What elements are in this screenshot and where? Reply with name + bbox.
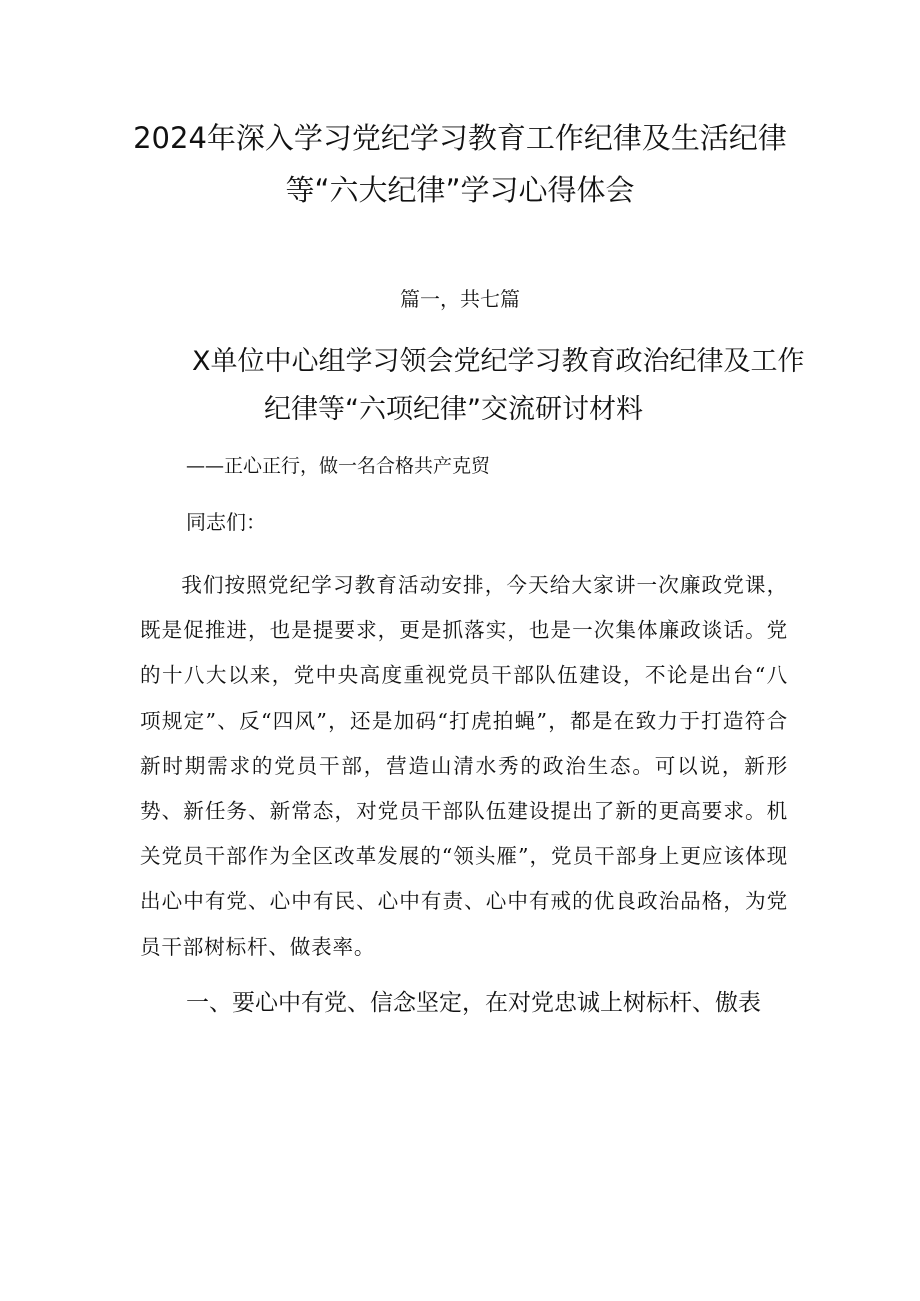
salutation: 同志们：: [186, 510, 266, 534]
document-title-line-1: 2024年深入学习党纪学习教育工作纪律及生活纪律: [133, 121, 787, 155]
section-subtitle-line-2: 纪律等“六项纪律”交流研讨材料: [264, 394, 643, 425]
document-title-line-2: 等“六大纪律”学习心得体会: [285, 173, 635, 207]
section-heading: 一、要心中有党、信念坚定，在对党忠诚上树标杆、傲表: [186, 990, 761, 1016]
body-paragraph: 我们按照党纪学习教育活动安排，今天给大家讲一次廉政党课，既是促推进，也是提要求，更是抓落实，也是一次集体廉政谈话。党的十八大以来，党中央高度重视党员干部队伍建设，不论是出台“八项规定”、反“四风”，还是加码“打虎拍蝇”，都是在致力于打造符合新时期需求的党员干部，营造山清水秀的政治生态。可以说，新形势、新任务、新常态，对党员干部队伍建设提出了新的更高要求。机关党员干部作为全区改革发展的“领头雁”，党员干部身上更应该体现出心中有党、心中有民、心中有责、心中有戒的优良政治品格，为党员干部树标杆、做表率。: [140, 573, 788, 959]
section-subtitle: [140, 338, 810, 434]
section-subtitle-line-1: X单位中心组学习领会党纪学习教育政治纪律及工作: [192, 346, 805, 377]
document-title: [100, 112, 820, 216]
part-label: 篇一，共七篇: [400, 287, 520, 311]
byline: ——正心正行，做一名合格共产克贸: [186, 455, 491, 477]
